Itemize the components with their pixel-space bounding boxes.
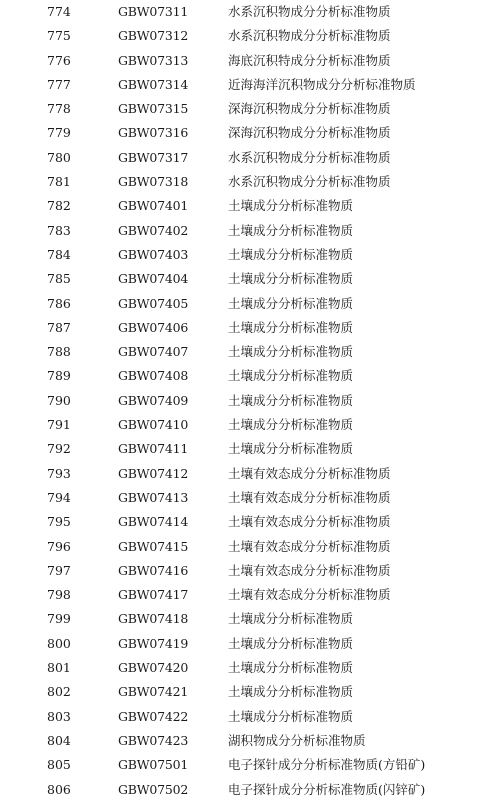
table-row xyxy=(0,364,500,388)
table-row xyxy=(0,243,500,267)
row-number: 782 xyxy=(47,198,71,214)
material-code: GBW07414 xyxy=(118,514,189,530)
material-name: 土壤成分分析标准物质 xyxy=(228,198,354,214)
row-number: 784 xyxy=(47,246,71,262)
material-code: GBW07501 xyxy=(118,757,189,773)
table-row xyxy=(0,194,500,218)
material-name: 土壤有效态成分分析标准物质 xyxy=(228,514,391,530)
table-row xyxy=(0,778,500,802)
material-code: GBW07419 xyxy=(118,635,189,651)
row-number: 790 xyxy=(47,392,71,408)
material-name: 土壤成分分析标准物质 xyxy=(228,271,354,287)
material-name: 电子探针成分分析标准物质(闪锌矿) xyxy=(228,781,426,797)
material-name: 水系沉积物成分分析标准物质 xyxy=(228,28,391,44)
material-name: 土壤成分分析标准物质 xyxy=(228,635,354,651)
material-code: GBW07417 xyxy=(118,587,189,603)
material-name: 土壤成分分析标准物质 xyxy=(228,344,354,360)
material-name: 水系沉积物成分分析标准物质 xyxy=(228,4,391,19)
table-row xyxy=(0,316,500,340)
material-name: 土壤成分分析标准物质 xyxy=(228,441,354,457)
material-code: GBW07312 xyxy=(118,28,189,44)
row-number: 775 xyxy=(47,28,71,44)
table-row xyxy=(0,219,500,243)
row-number: 781 xyxy=(47,174,71,190)
table-row xyxy=(0,607,500,631)
row-number: 786 xyxy=(47,295,71,311)
material-code: GBW07418 xyxy=(118,611,189,627)
table-row xyxy=(0,535,500,559)
material-code: GBW07423 xyxy=(118,732,189,748)
table-row xyxy=(0,413,500,437)
row-number: 795 xyxy=(47,514,71,530)
material-code: GBW07318 xyxy=(118,174,189,190)
table-row xyxy=(0,753,500,777)
table-row xyxy=(0,656,500,680)
material-code: GBW07314 xyxy=(118,76,189,92)
row-number: 785 xyxy=(47,271,71,287)
material-name: 电子探针成分分析标准物质(方铅矿) xyxy=(228,757,426,773)
material-name: 湖积物成分分析标准物质 xyxy=(228,732,366,748)
material-name: 土壤成分分析标准物质 xyxy=(228,392,354,408)
table-row xyxy=(0,73,500,97)
row-number: 794 xyxy=(47,489,71,505)
row-number: 805 xyxy=(47,757,71,773)
table-row xyxy=(0,121,500,145)
table-row xyxy=(0,680,500,704)
row-number: 799 xyxy=(47,611,71,627)
material-code: GBW07408 xyxy=(118,368,189,384)
material-name: 土壤有效态成分分析标准物质 xyxy=(228,587,391,603)
material-name: 土壤成分分析标准物质 xyxy=(228,660,354,676)
material-code: GBW07415 xyxy=(118,538,189,554)
table-row xyxy=(0,437,500,461)
table-row xyxy=(0,729,500,753)
material-name: 土壤成分分析标准物质 xyxy=(228,319,354,335)
material-code: GBW07416 xyxy=(118,562,189,578)
table-row xyxy=(0,583,500,607)
row-number: 801 xyxy=(47,660,71,676)
table-row xyxy=(0,705,500,729)
row-number: 803 xyxy=(47,708,71,724)
material-code: GBW07402 xyxy=(118,222,189,238)
material-name: 土壤成分分析标准物质 xyxy=(228,708,354,724)
row-number: 792 xyxy=(47,441,71,457)
table-row xyxy=(0,146,500,170)
material-code: GBW07412 xyxy=(118,465,189,481)
material-code: GBW07407 xyxy=(118,344,189,360)
material-name: 土壤成分分析标准物质 xyxy=(228,295,354,311)
material-code: GBW07420 xyxy=(118,660,189,676)
row-number: 793 xyxy=(47,465,71,481)
material-name: 近海海洋沉积物成分分析标准物质 xyxy=(228,76,416,92)
material-name: 深海沉积物成分分析标准物质 xyxy=(228,125,391,141)
row-number: 776 xyxy=(47,52,71,68)
row-number: 774 xyxy=(47,4,71,19)
material-code: GBW07401 xyxy=(118,198,189,214)
row-number: 780 xyxy=(47,149,71,165)
table-row xyxy=(0,292,500,316)
row-number: 798 xyxy=(47,587,71,603)
row-number: 779 xyxy=(47,125,71,141)
table-row xyxy=(0,24,500,48)
row-number: 783 xyxy=(47,222,71,238)
table-row xyxy=(0,49,500,73)
row-number: 787 xyxy=(47,319,71,335)
row-number: 789 xyxy=(47,368,71,384)
table-row xyxy=(0,462,500,486)
material-name: 土壤有效态成分分析标准物质 xyxy=(228,562,391,578)
row-number: 806 xyxy=(47,781,71,797)
material-code: GBW07409 xyxy=(118,392,189,408)
material-name: 土壤成分分析标准物质 xyxy=(228,611,354,627)
row-number: 791 xyxy=(47,417,71,433)
material-code: GBW07403 xyxy=(118,246,189,262)
table-row xyxy=(0,340,500,364)
row-number: 797 xyxy=(47,562,71,578)
material-name: 土壤成分分析标准物质 xyxy=(228,246,354,262)
table-row xyxy=(0,267,500,291)
table-row xyxy=(0,97,500,121)
material-code: GBW07410 xyxy=(118,417,189,433)
material-name: 水系沉积物成分分析标准物质 xyxy=(228,174,391,190)
material-code: GBW07404 xyxy=(118,271,189,287)
row-number: 788 xyxy=(47,344,71,360)
table-row xyxy=(0,389,500,413)
material-code: GBW07502 xyxy=(118,781,189,797)
material-name: 土壤成分分析标准物质 xyxy=(228,222,354,238)
table-row xyxy=(0,510,500,534)
material-code: GBW07311 xyxy=(118,4,189,19)
row-number: 800 xyxy=(47,635,71,651)
material-name: 土壤成分分析标准物质 xyxy=(228,417,354,433)
material-code: GBW07316 xyxy=(118,125,189,141)
material-code: GBW07421 xyxy=(118,684,189,700)
material-name: 土壤有效态成分分析标准物质 xyxy=(228,489,391,505)
table-row xyxy=(0,632,500,656)
material-name: 土壤有效态成分分析标准物质 xyxy=(228,465,391,481)
table-row xyxy=(0,0,500,24)
row-number: 796 xyxy=(47,538,71,554)
table-row xyxy=(0,486,500,510)
material-name: 水系沉积物成分分析标准物质 xyxy=(228,149,391,165)
material-code: GBW07411 xyxy=(118,441,189,457)
material-code: GBW07406 xyxy=(118,319,189,335)
material-code: GBW07313 xyxy=(118,52,189,68)
material-name: 土壤有效态成分分析标准物质 xyxy=(228,538,391,554)
material-name: 土壤成分分析标准物质 xyxy=(228,368,354,384)
material-code: GBW07317 xyxy=(118,149,189,165)
row-number: 804 xyxy=(47,732,71,748)
table-row xyxy=(0,170,500,194)
material-code: GBW07315 xyxy=(118,101,189,117)
row-number: 777 xyxy=(47,76,71,92)
material-code: GBW07422 xyxy=(118,708,189,724)
material-name: 土壤成分分析标准物质 xyxy=(228,684,354,700)
material-name: 深海沉积物成分分析标准物质 xyxy=(228,101,391,117)
material-code: GBW07405 xyxy=(118,295,189,311)
material-code: GBW07413 xyxy=(118,489,189,505)
table-row xyxy=(0,559,500,583)
material-name: 海底沉积特成分分析标准物质 xyxy=(228,52,391,68)
row-number: 802 xyxy=(47,684,71,700)
row-number: 778 xyxy=(47,101,71,117)
